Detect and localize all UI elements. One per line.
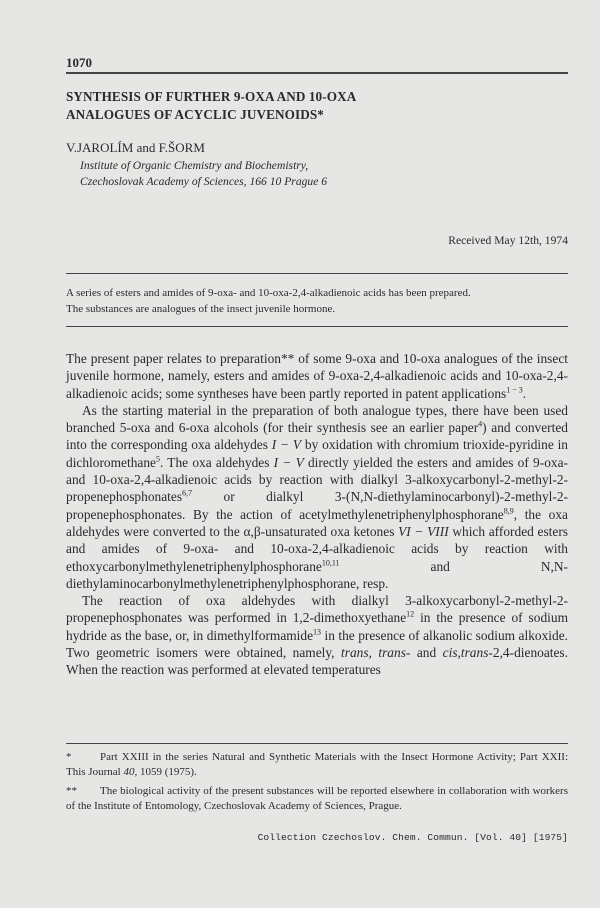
footnotes (66, 750, 568, 818)
header-rule (66, 72, 568, 74)
author-1: V.JAROLÍM (66, 140, 134, 155)
citation: 4 (478, 419, 483, 429)
journal-footer: Collection Czechoslov. Chem. Commun. [Vol. 40] [1975] (257, 832, 568, 843)
paragraph-1: The present paper relates to preparation** of some 9-oxa and 10-oxa analogues of the insect juvenile hormone, namely, esters and amides of 9-oxa-2,4-alkadienoic acids and 10-oxa-2,4-alkadienoic acids; some syntheses have been partly reported in patent applications$^{1 - 3}$. (66, 351, 568, 401)
footnote-mark: ** (66, 785, 77, 797)
citation: 6,7 (182, 488, 193, 498)
citation: 5 (155, 454, 160, 464)
article-title (66, 88, 568, 124)
paragraph-2: As the starting material in the preparation of both analogue types, there have been used branched 5-oxa and 6-oxa alcohols (for their synthesis see an earlier paper$^4$) and converted into the corresponding oxa aldehydes I − V by oxidation with chromium trioxide-pyridine in dichloromethane$^5$. The oxa aldehydes I − V directly yielded the esters and amides of 9-oxa- and 10-oxa-2,4-alkadienoic acids by reaction with dialkyl 3-alkoxycarbonyl-2-methyl-2-propenephosphonates$^{6,7}$ or dialkyl 3-(N,N-diethylaminocarbonyl)-2-methyl-2-propenephosphonates. By the action of acetylmethylenetriphenylphosphorane$^{8,9}$, the oxa aldehydes were converted to the α,β-unsaturated oxa ketones VI − VIII which afforded esters and amides of 9-oxa- and 10-oxa-2,4-alkadienoic acids by reaction with ethoxycarbonylmethylenetriphenylphosphorane$^{10,11}$ and N,N-diethylaminocarbonylmethylenetriphenylphosphorane, resp. (66, 402, 568, 591)
affiliation-line-2: Czechoslovak Academy of Sciences, 166 10 Prague 6 (80, 175, 328, 188)
abstract-line-2: The substances are analogues of the insect juvenile hormone. (66, 302, 336, 315)
footnote-rule (66, 743, 568, 744)
authors (66, 140, 205, 156)
title-line-1: SYNTHESIS OF FURTHER 9-OXA AND 10-OXA (66, 89, 357, 104)
citation: 12 (406, 609, 415, 619)
body-text (66, 350, 568, 679)
title-line-2: ANALOGUES OF ACYCLIC JUVENOIDS* (66, 107, 324, 122)
received-date: Received May 12th, 1974 (448, 234, 568, 247)
footnote-2: ** The biological activity of the present substances will be reported elsewhere in collaboration with workers of the Institute of Entomology, Czechoslovak Academy of Sciences, Prague. (66, 785, 568, 812)
abstract-line-1: A series of esters and amides of 9-oxa- and 10-oxa-2,4-alkadienoic acids has been prepared. (66, 287, 471, 299)
abstract-bottom-rule (66, 326, 568, 327)
authors-and: and (136, 140, 156, 155)
compound-ref: VI − VIII (398, 523, 449, 539)
citation: 1 − 3 (506, 385, 523, 395)
italic-term: trans, trans- (341, 645, 411, 661)
affiliation-line-1: Institute of Organic Chemistry and Biochemistry, (80, 159, 309, 172)
footnote-1: * Part XXIII in the series Natural and Synthetic Materials with the Insect Hormone Activity; Part XXII: This Journal 40, 1059 (1975). (66, 751, 568, 778)
page-number: 1070 (66, 55, 92, 70)
italic-term: cis,trans (442, 645, 489, 661)
affiliation (80, 158, 327, 190)
abstract (66, 286, 568, 317)
citation: 13 (313, 627, 322, 637)
compound-ref: I − V (273, 454, 304, 470)
paragraph-3: The reaction of oxa aldehydes with dialkyl 3-alkoxycarbonyl-2-methyl-2-propenephosphonates was performed in 1,2-dimethoxyethane$^{12}$ in the presence of sodium hydride as the base, or, in dimethylformamide$^{13}$ in the presence of alkanolic sodium alkoxide. Two geometric isomers were obtained, namely, trans, trans- and cis,trans-2,4-dienoates. When the reaction was performed at elevated temperatures (66, 593, 568, 678)
footnote-mark: * (66, 751, 72, 763)
compound-ref: I − V (271, 437, 302, 453)
abstract-top-rule (66, 273, 568, 274)
author-2: F.ŠORM (158, 140, 205, 155)
citation: 8,9 (503, 506, 514, 516)
citation: 10,11 (321, 558, 340, 568)
